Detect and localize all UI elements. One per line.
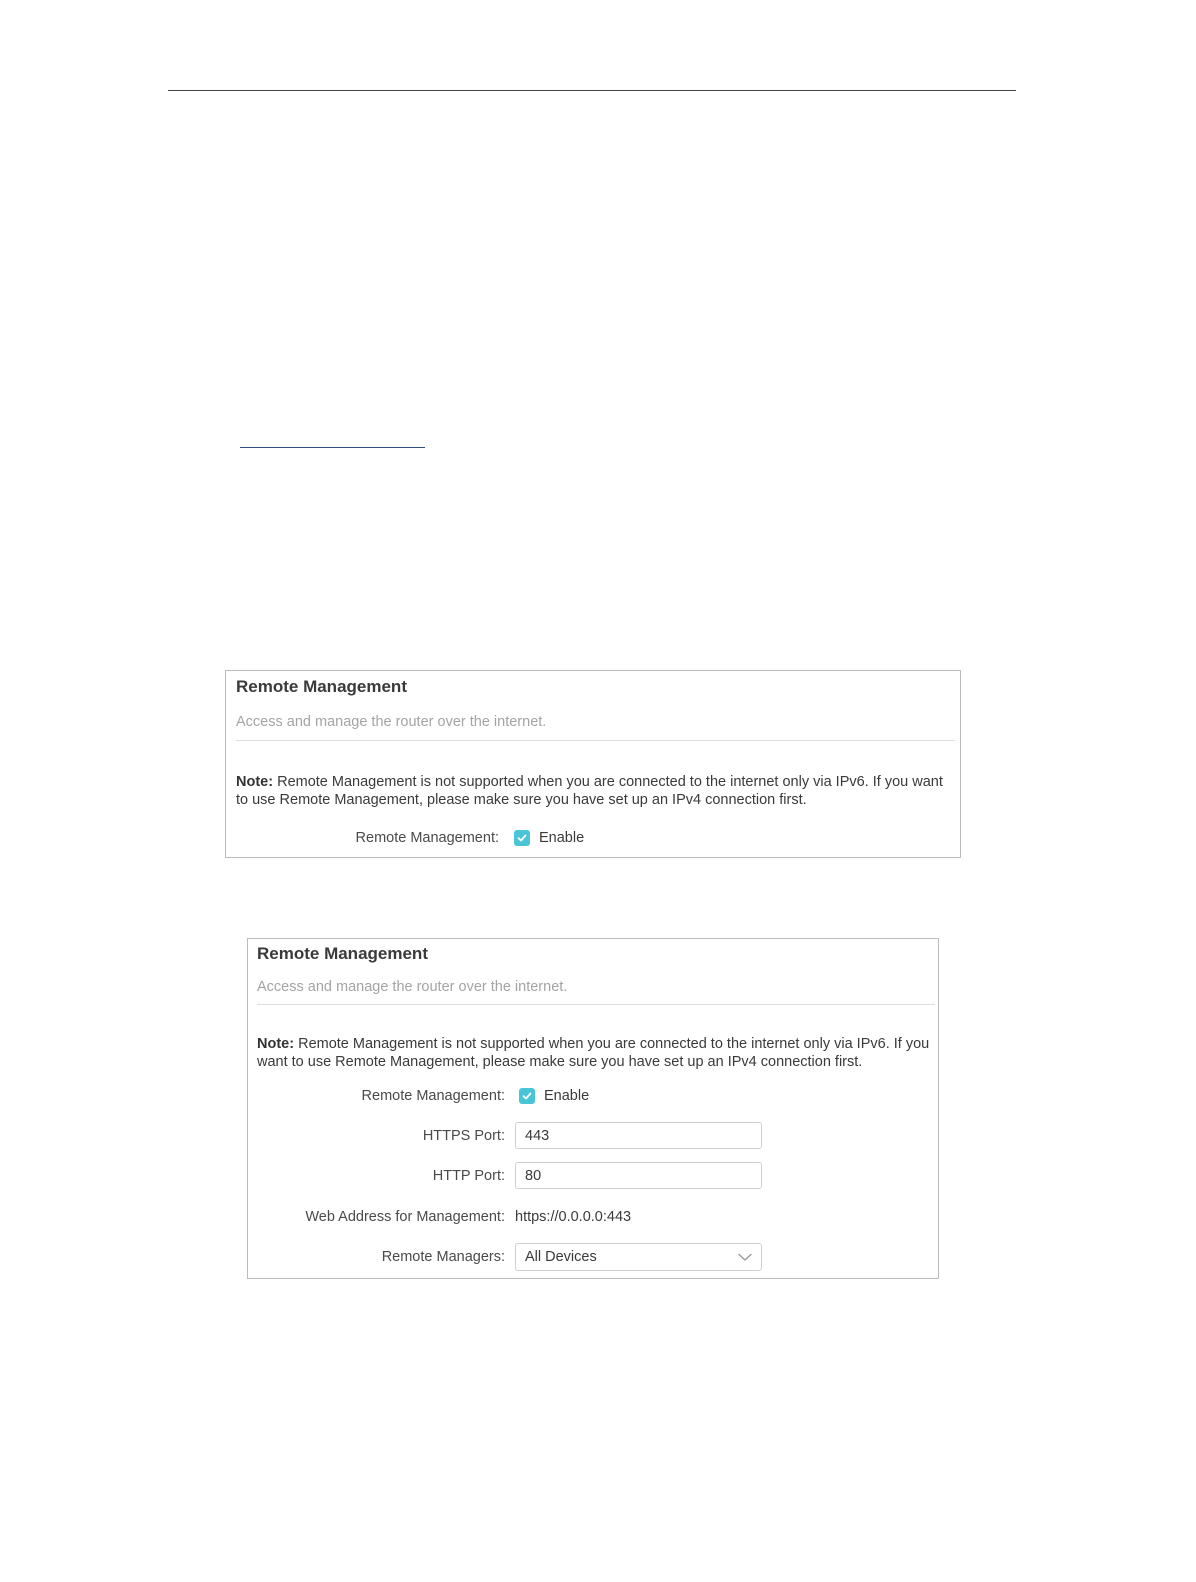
checkmark-icon <box>522 1091 532 1101</box>
enable-label[interactable]: Enable <box>544 1088 590 1104</box>
remote-managers-label: Remote Managers: <box>381 1249 505 1265</box>
remote-management-panel-expanded <box>247 938 939 1279</box>
remote-management-label: Remote Management: <box>361 1088 505 1104</box>
enable-checkbox-row[interactable] <box>519 1082 589 1110</box>
panel-title: Remote Management <box>236 677 407 696</box>
enable-checkbox-row[interactable] <box>514 824 584 852</box>
remote-management-label-cell <box>226 824 499 852</box>
chevron-down-icon <box>738 1253 752 1262</box>
panel-title: Remote Management <box>257 944 428 963</box>
panel-divider <box>236 740 955 741</box>
remote-managers-select[interactable] <box>515 1243 762 1271</box>
http-port-input[interactable] <box>515 1162 762 1189</box>
panel-divider <box>257 1004 935 1005</box>
hyperlink-underline[interactable] <box>240 447 425 448</box>
https-port-label-cell <box>248 1122 505 1150</box>
note-text <box>236 773 958 809</box>
remote-managers-selected-value: All Devices <box>525 1249 597 1265</box>
page-header-rule <box>168 90 1016 91</box>
note-label: Note: <box>257 1036 295 1052</box>
panel-description: Access and manage the router over the internet. <box>236 714 547 730</box>
remote-management-panel-collapsed <box>225 670 961 858</box>
note-body: Remote Management is not supported when you are connected to the internet only via IPv6. If you want to use Remote Management, please make sure you have set up an IPv4 connection first. <box>236 774 943 808</box>
remote-managers-label-cell <box>248 1243 505 1271</box>
web-address-label-cell <box>248 1203 505 1231</box>
https-port-label: HTTPS Port: <box>422 1128 505 1144</box>
enable-checkbox[interactable] <box>519 1088 535 1104</box>
enable-checkbox[interactable] <box>514 830 530 846</box>
http-port-label-cell <box>248 1162 505 1190</box>
remote-management-label-cell <box>248 1082 505 1110</box>
note-body: Remote Management is not supported when you are connected to the internet only via IPv6. If you want to use Remote Management, please make sure you have set up an IPv4 connection first. <box>257 1036 930 1070</box>
http-port-label: HTTP Port: <box>432 1168 505 1184</box>
web-address-value: https://0.0.0.0:443 <box>515 1209 632 1225</box>
enable-label[interactable]: Enable <box>539 830 585 846</box>
note-label: Note: <box>236 774 274 790</box>
remote-management-label: Remote Management: <box>355 830 499 846</box>
https-port-input[interactable] <box>515 1122 762 1149</box>
panel-description: Access and manage the router over the internet. <box>257 979 568 995</box>
web-address-label: Web Address for Management: <box>305 1209 505 1225</box>
checkmark-icon <box>517 833 527 843</box>
note-text <box>257 1035 937 1071</box>
